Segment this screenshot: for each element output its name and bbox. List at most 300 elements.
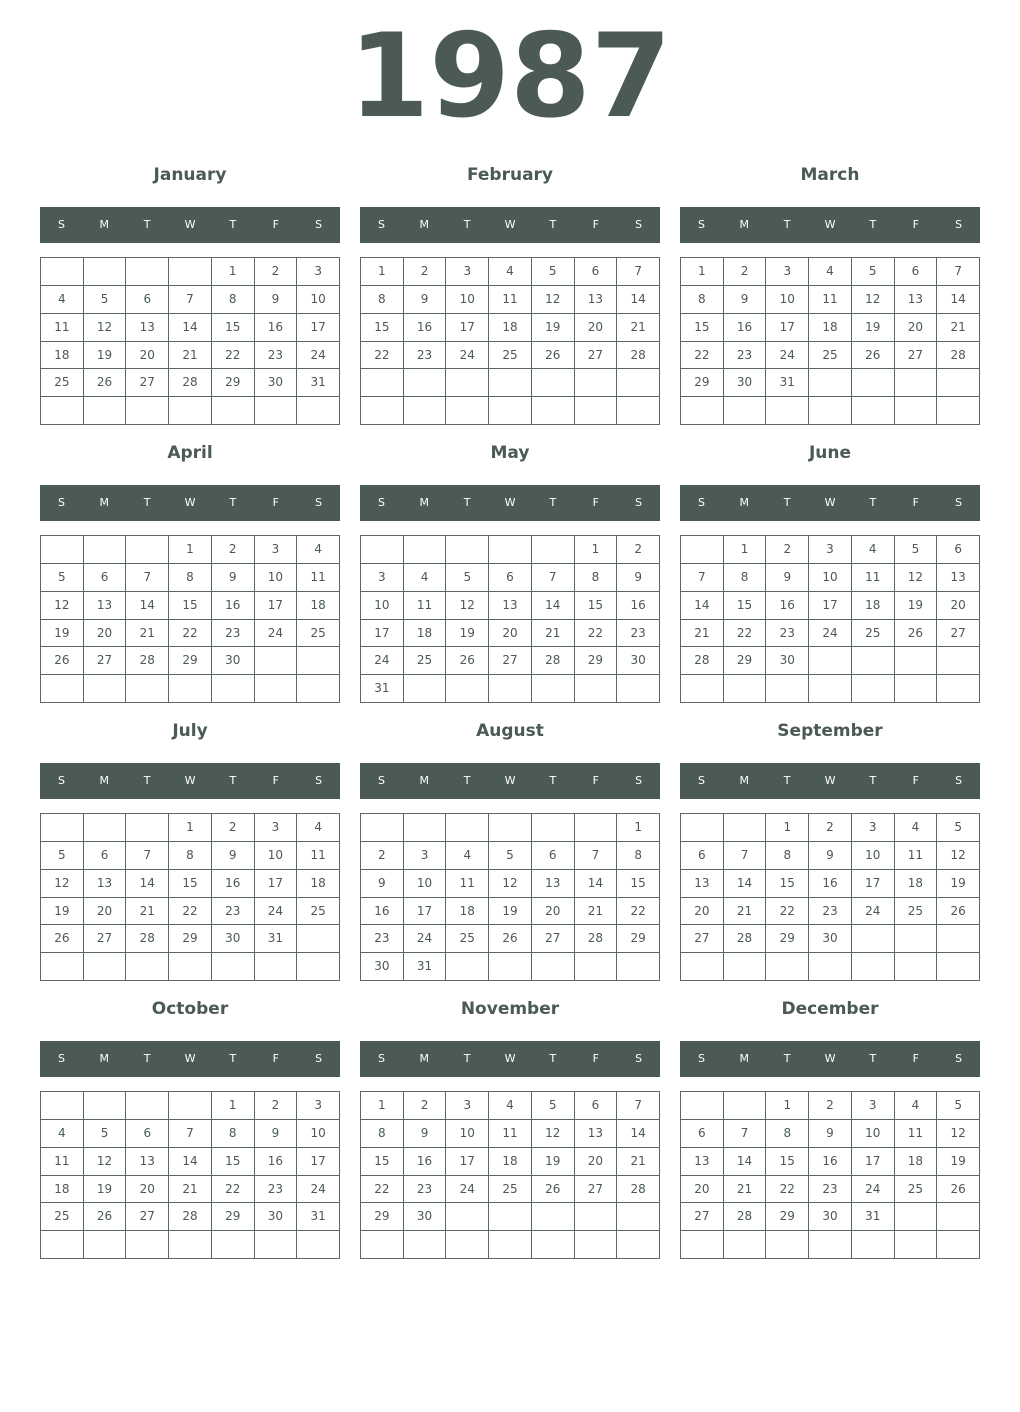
day-cell: 17 (255, 592, 298, 620)
day-cell: 24 (766, 342, 809, 370)
day-cell: 7 (937, 258, 980, 286)
day-cell: 10 (255, 842, 298, 870)
day-cell: 25 (41, 369, 84, 397)
day-grid (680, 813, 980, 981)
day-cell: 14 (575, 870, 618, 898)
empty-day-cell (617, 397, 660, 425)
empty-day-cell (404, 814, 447, 842)
day-cell: 16 (404, 1148, 447, 1176)
weekday-label: W (184, 496, 196, 509)
weekday-label: S (697, 218, 705, 231)
day-cell: 24 (446, 342, 489, 370)
month-name: August (476, 721, 544, 741)
empty-day-cell (681, 953, 724, 981)
day-cell: 28 (126, 925, 169, 953)
month-name: December (781, 999, 879, 1019)
day-cell: 2 (255, 1092, 298, 1120)
empty-day-cell (852, 1231, 895, 1259)
day-cell: 15 (212, 314, 255, 342)
empty-day-cell (852, 397, 895, 425)
weekday-label: W (184, 218, 196, 231)
month-name: May (490, 443, 530, 463)
weekday-label: S (697, 496, 705, 509)
day-cell: 12 (937, 1120, 980, 1148)
day-cell: 7 (169, 1120, 212, 1148)
day-cell: 27 (681, 1203, 724, 1231)
day-cell: 1 (617, 814, 660, 842)
day-cell: 6 (532, 842, 575, 870)
day-cell: 27 (575, 1176, 618, 1204)
weekday-label: F (272, 496, 279, 509)
day-cell: 21 (126, 620, 169, 648)
day-cell: 23 (766, 620, 809, 648)
weekday-label: T (143, 1052, 151, 1065)
empty-day-cell (41, 675, 84, 703)
day-cell: 9 (255, 1120, 298, 1148)
weekday-label: T (463, 218, 471, 231)
weekday-label: W (824, 218, 836, 231)
day-cell: 29 (212, 369, 255, 397)
day-cell: 8 (169, 842, 212, 870)
day-cell: 26 (489, 925, 532, 953)
weekday-label: M (419, 218, 430, 231)
empty-day-cell (489, 675, 532, 703)
day-cell: 4 (41, 286, 84, 314)
weekday-label: F (592, 1052, 599, 1065)
weekday-label: T (869, 218, 877, 231)
empty-day-cell (617, 1203, 660, 1231)
day-cell: 3 (361, 564, 404, 592)
weekday-label: W (184, 774, 196, 787)
day-cell: 3 (446, 1092, 489, 1120)
empty-day-cell (724, 675, 767, 703)
day-cell: 1 (575, 536, 618, 564)
day-cell: 28 (681, 647, 724, 675)
empty-day-cell (126, 536, 169, 564)
day-cell: 16 (255, 314, 298, 342)
day-cell: 21 (169, 342, 212, 370)
day-cell: 17 (255, 870, 298, 898)
day-cell: 4 (895, 814, 938, 842)
weekday-label: S (955, 496, 963, 509)
day-cell: 26 (895, 620, 938, 648)
empty-day-cell (446, 1231, 489, 1259)
day-cell: 11 (895, 1120, 938, 1148)
day-cell: 19 (532, 314, 575, 342)
weekday-label: T (463, 1052, 471, 1065)
weekday-label: S (315, 496, 323, 509)
day-grid (680, 257, 980, 425)
day-cell: 30 (361, 953, 404, 981)
weekday-label: S (635, 1052, 643, 1065)
empty-day-cell (895, 397, 938, 425)
day-cell: 21 (169, 1176, 212, 1204)
weekday-label: T (229, 496, 237, 509)
day-cell: 3 (852, 1092, 895, 1120)
day-cell: 20 (126, 342, 169, 370)
day-cell: 6 (84, 842, 127, 870)
day-cell: 21 (724, 1176, 767, 1204)
day-cell: 16 (809, 870, 852, 898)
day-cell: 4 (809, 258, 852, 286)
day-cell: 7 (169, 286, 212, 314)
empty-day-cell (937, 675, 980, 703)
day-cell: 14 (617, 1120, 660, 1148)
day-cell: 20 (681, 898, 724, 926)
day-cell: 15 (361, 1148, 404, 1176)
day-cell: 28 (937, 342, 980, 370)
day-cell: 20 (937, 592, 980, 620)
day-cell: 4 (895, 1092, 938, 1120)
day-cell: 3 (766, 258, 809, 286)
weekday-label: W (824, 1052, 836, 1065)
day-grid (360, 1091, 660, 1259)
weekday-label: M (419, 774, 430, 787)
empty-day-cell (895, 369, 938, 397)
day-cell: 18 (41, 1176, 84, 1204)
day-cell: 14 (126, 592, 169, 620)
day-cell: 29 (169, 647, 212, 675)
day-cell: 26 (532, 1176, 575, 1204)
day-cell: 19 (895, 592, 938, 620)
day-cell: 19 (937, 1148, 980, 1176)
day-grid (680, 1091, 980, 1259)
day-cell: 29 (681, 369, 724, 397)
empty-day-cell (681, 814, 724, 842)
day-cell: 13 (575, 1120, 618, 1148)
empty-day-cell (617, 953, 660, 981)
empty-day-cell (532, 953, 575, 981)
empty-day-cell (255, 397, 298, 425)
day-cell: 2 (361, 842, 404, 870)
day-grid (40, 1091, 340, 1259)
day-cell: 5 (489, 842, 532, 870)
day-cell: 14 (169, 1148, 212, 1176)
empty-day-cell (84, 258, 127, 286)
empty-day-cell (126, 397, 169, 425)
day-cell: 22 (575, 620, 618, 648)
day-cell: 29 (617, 925, 660, 953)
day-cell: 6 (575, 258, 618, 286)
day-cell: 14 (126, 870, 169, 898)
empty-day-cell (766, 397, 809, 425)
day-cell: 12 (895, 564, 938, 592)
weekday-label: S (57, 218, 65, 231)
day-cell: 27 (489, 647, 532, 675)
day-cell: 28 (575, 925, 618, 953)
day-cell: 18 (489, 314, 532, 342)
day-cell: 1 (212, 258, 255, 286)
day-cell: 30 (255, 1203, 298, 1231)
day-cell: 13 (126, 1148, 169, 1176)
empty-day-cell (809, 1231, 852, 1259)
day-cell: 28 (532, 647, 575, 675)
weekday-label: F (592, 496, 599, 509)
empty-day-cell (41, 953, 84, 981)
day-cell: 21 (575, 898, 618, 926)
weekday-label: S (697, 774, 705, 787)
day-cell: 25 (809, 342, 852, 370)
weekday-label: T (549, 1052, 557, 1065)
empty-day-cell (489, 814, 532, 842)
day-cell: 22 (212, 342, 255, 370)
day-cell: 12 (41, 592, 84, 620)
empty-day-cell (84, 397, 127, 425)
day-cell: 29 (361, 1203, 404, 1231)
day-cell: 23 (361, 925, 404, 953)
day-cell: 7 (724, 842, 767, 870)
empty-day-cell (446, 675, 489, 703)
weekday-label: S (377, 774, 385, 787)
weekday-header (360, 485, 660, 521)
weekday-header (360, 1041, 660, 1077)
day-cell: 28 (724, 1203, 767, 1231)
empty-day-cell (766, 953, 809, 981)
day-grid (360, 257, 660, 425)
empty-day-cell (212, 397, 255, 425)
day-cell: 13 (126, 314, 169, 342)
day-cell: 2 (212, 814, 255, 842)
day-cell: 10 (809, 564, 852, 592)
day-cell: 18 (852, 592, 895, 620)
day-cell: 21 (724, 898, 767, 926)
day-cell: 10 (852, 1120, 895, 1148)
empty-day-cell (84, 1231, 127, 1259)
day-cell: 12 (84, 1148, 127, 1176)
empty-day-cell (361, 397, 404, 425)
day-cell: 19 (532, 1148, 575, 1176)
empty-day-cell (212, 953, 255, 981)
month-name: January (153, 165, 227, 185)
day-grid (40, 257, 340, 425)
day-cell: 19 (852, 314, 895, 342)
day-cell: 22 (169, 898, 212, 926)
weekday-header (680, 1041, 980, 1077)
weekday-header (40, 1041, 340, 1077)
weekday-label: F (912, 774, 919, 787)
weekday-header (40, 763, 340, 799)
day-cell: 5 (41, 564, 84, 592)
day-cell: 28 (126, 647, 169, 675)
day-cell: 4 (297, 536, 340, 564)
empty-day-cell (937, 953, 980, 981)
weekday-label: S (57, 774, 65, 787)
empty-day-cell (41, 397, 84, 425)
empty-day-cell (297, 397, 340, 425)
day-cell: 23 (255, 1176, 298, 1204)
day-cell: 15 (169, 870, 212, 898)
day-cell: 6 (895, 258, 938, 286)
empty-day-cell (446, 814, 489, 842)
day-cell: 26 (84, 1203, 127, 1231)
day-cell: 30 (617, 647, 660, 675)
empty-day-cell (489, 536, 532, 564)
day-cell: 19 (489, 898, 532, 926)
day-cell: 18 (41, 342, 84, 370)
weekday-label: M (419, 1052, 430, 1065)
empty-day-cell (895, 1231, 938, 1259)
weekday-label: T (549, 218, 557, 231)
day-cell: 8 (617, 842, 660, 870)
day-cell: 31 (361, 675, 404, 703)
empty-day-cell (532, 369, 575, 397)
day-cell: 29 (575, 647, 618, 675)
empty-day-cell (937, 1231, 980, 1259)
empty-day-cell (446, 953, 489, 981)
empty-day-cell (446, 397, 489, 425)
day-cell: 7 (681, 564, 724, 592)
day-cell: 20 (84, 898, 127, 926)
day-cell: 17 (809, 592, 852, 620)
empty-day-cell (575, 397, 618, 425)
day-cell: 29 (169, 925, 212, 953)
empty-day-cell (895, 1203, 938, 1231)
empty-day-cell (126, 814, 169, 842)
empty-day-cell (41, 1092, 84, 1120)
day-cell: 18 (446, 898, 489, 926)
day-cell: 10 (361, 592, 404, 620)
day-cell: 13 (532, 870, 575, 898)
empty-day-cell (361, 536, 404, 564)
weekday-label: T (463, 496, 471, 509)
weekday-header (680, 763, 980, 799)
day-cell: 27 (681, 925, 724, 953)
weekday-label: M (99, 218, 110, 231)
day-cell: 3 (404, 842, 447, 870)
day-cell: 14 (532, 592, 575, 620)
day-cell: 28 (617, 1176, 660, 1204)
day-cell: 12 (446, 592, 489, 620)
empty-day-cell (852, 925, 895, 953)
day-cell: 2 (724, 258, 767, 286)
empty-day-cell (169, 675, 212, 703)
day-cell: 1 (361, 258, 404, 286)
day-cell: 13 (681, 870, 724, 898)
day-cell: 1 (766, 1092, 809, 1120)
weekday-label: M (739, 1052, 750, 1065)
day-cell: 14 (681, 592, 724, 620)
weekday-header (40, 207, 340, 243)
day-cell: 12 (41, 870, 84, 898)
empty-day-cell (446, 369, 489, 397)
empty-day-cell (724, 1231, 767, 1259)
day-cell: 9 (766, 564, 809, 592)
empty-day-cell (937, 647, 980, 675)
day-cell: 16 (361, 898, 404, 926)
empty-day-cell (255, 1231, 298, 1259)
day-cell: 25 (297, 620, 340, 648)
day-cell: 20 (489, 620, 532, 648)
day-cell: 25 (895, 1176, 938, 1204)
empty-day-cell (126, 1231, 169, 1259)
day-cell: 8 (766, 1120, 809, 1148)
empty-day-cell (937, 1203, 980, 1231)
empty-day-cell (895, 647, 938, 675)
weekday-label: T (869, 496, 877, 509)
day-cell: 4 (489, 258, 532, 286)
weekday-header (360, 763, 660, 799)
day-grid (40, 535, 340, 703)
empty-day-cell (575, 953, 618, 981)
day-cell: 26 (937, 898, 980, 926)
empty-day-cell (809, 675, 852, 703)
day-cell: 20 (895, 314, 938, 342)
day-cell: 10 (255, 564, 298, 592)
day-cell: 18 (297, 592, 340, 620)
empty-day-cell (361, 814, 404, 842)
weekday-header (680, 485, 980, 521)
day-cell: 1 (169, 536, 212, 564)
empty-day-cell (84, 675, 127, 703)
day-cell: 19 (937, 870, 980, 898)
weekday-label: S (57, 1052, 65, 1065)
day-cell: 31 (255, 925, 298, 953)
weekday-label: F (912, 1052, 919, 1065)
day-cell: 18 (895, 1148, 938, 1176)
day-grid (360, 535, 660, 703)
weekday-label: F (592, 774, 599, 787)
day-cell: 18 (297, 870, 340, 898)
day-cell: 6 (937, 536, 980, 564)
day-cell: 5 (41, 842, 84, 870)
day-cell: 17 (297, 1148, 340, 1176)
day-cell: 8 (212, 1120, 255, 1148)
month-name: September (777, 721, 883, 741)
empty-day-cell (937, 369, 980, 397)
weekday-label: S (377, 218, 385, 231)
empty-day-cell (895, 953, 938, 981)
month-name: February (466, 165, 554, 185)
day-cell: 17 (766, 314, 809, 342)
day-grid (40, 813, 340, 981)
empty-day-cell (255, 953, 298, 981)
day-cell: 24 (255, 620, 298, 648)
day-cell: 11 (404, 592, 447, 620)
empty-day-cell (404, 397, 447, 425)
weekday-label: T (549, 774, 557, 787)
day-cell: 22 (766, 898, 809, 926)
empty-day-cell (809, 369, 852, 397)
day-cell: 15 (169, 592, 212, 620)
empty-day-cell (126, 258, 169, 286)
empty-day-cell (297, 925, 340, 953)
day-cell: 1 (361, 1092, 404, 1120)
day-cell: 23 (724, 342, 767, 370)
day-cell: 16 (724, 314, 767, 342)
day-cell: 12 (532, 286, 575, 314)
month-name: June (808, 443, 852, 463)
weekday-label: T (463, 774, 471, 787)
empty-day-cell (724, 397, 767, 425)
empty-day-cell (84, 1092, 127, 1120)
day-cell: 23 (212, 898, 255, 926)
day-cell: 21 (617, 314, 660, 342)
day-cell: 29 (212, 1203, 255, 1231)
day-cell: 12 (937, 842, 980, 870)
day-cell: 17 (361, 620, 404, 648)
day-cell: 28 (617, 342, 660, 370)
day-cell: 15 (212, 1148, 255, 1176)
empty-day-cell (489, 1231, 532, 1259)
empty-day-cell (126, 953, 169, 981)
day-cell: 13 (681, 1148, 724, 1176)
day-cell: 16 (212, 592, 255, 620)
day-cell: 27 (575, 342, 618, 370)
day-cell: 24 (852, 1176, 895, 1204)
day-cell: 10 (446, 286, 489, 314)
day-cell: 7 (617, 1092, 660, 1120)
empty-day-cell (297, 1231, 340, 1259)
